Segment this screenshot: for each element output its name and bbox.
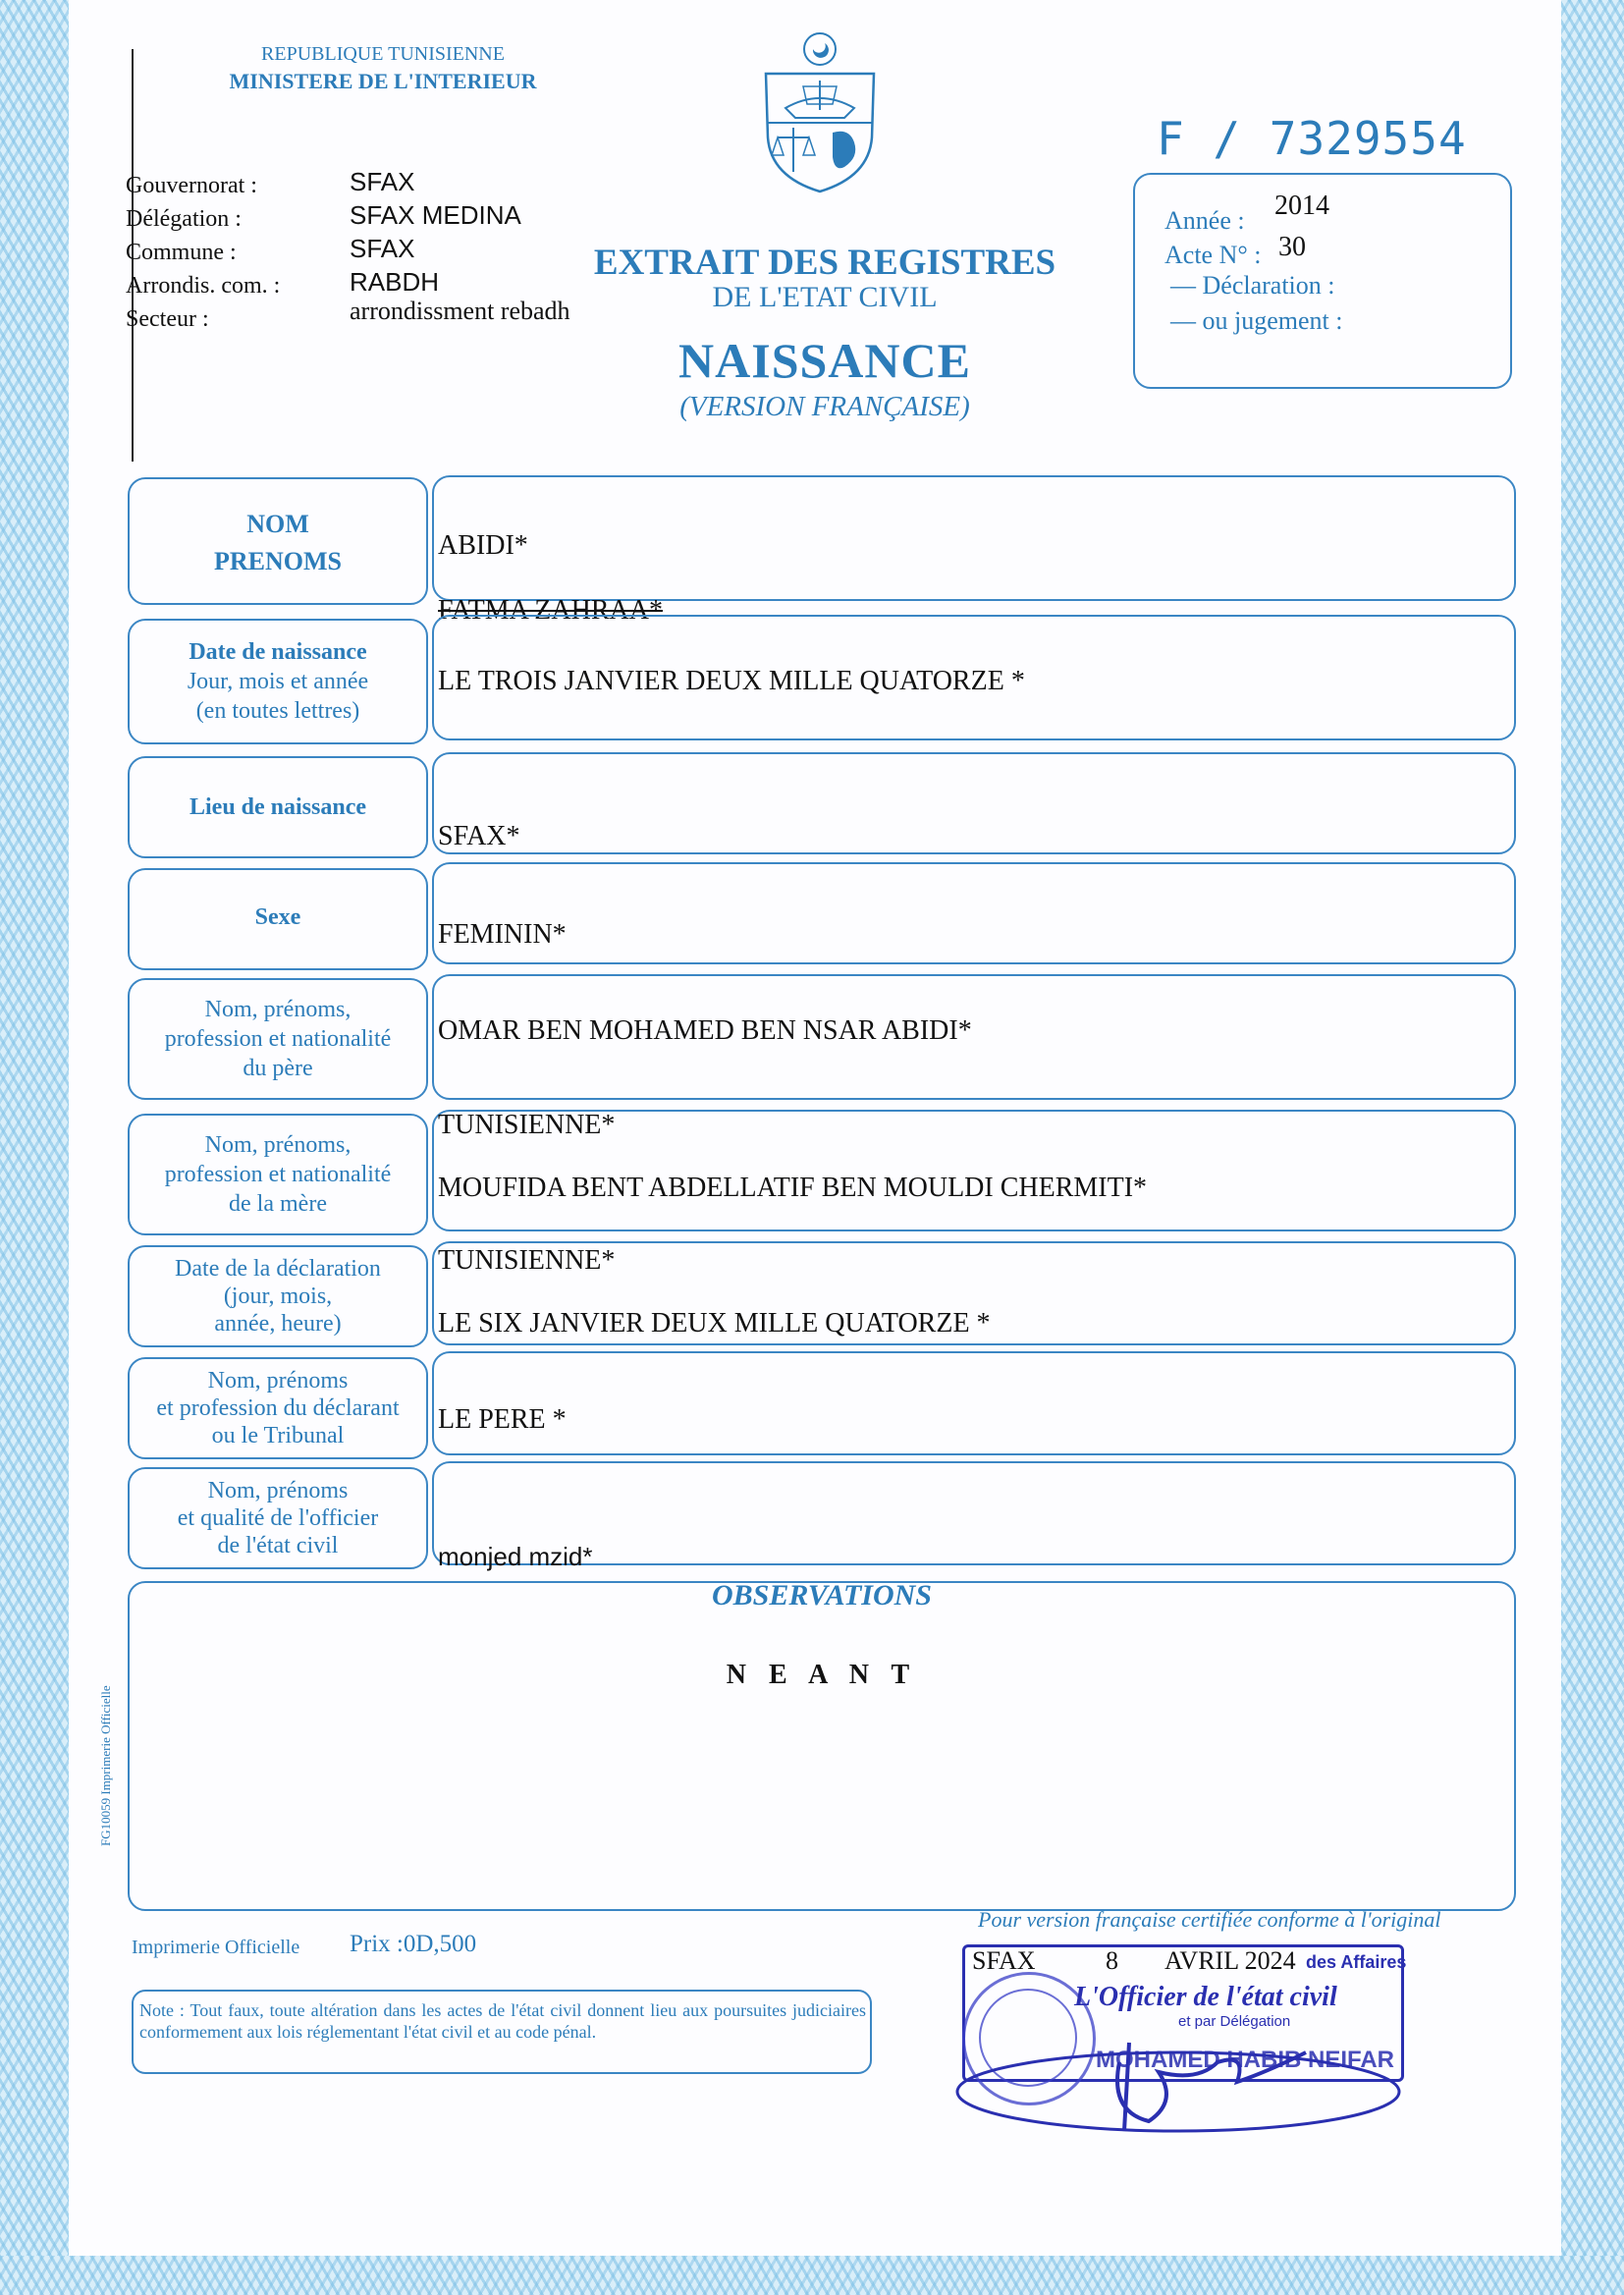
location-values <box>350 165 570 328</box>
observations-value: N E A N T <box>726 1660 918 1690</box>
pere-label-cell <box>128 992 428 1086</box>
side-print: FG10059 Imprimerie Officielle <box>98 1685 113 1846</box>
arrondissement-label: Arrondis. com. : <box>126 273 281 299</box>
place-value: SFAX <box>972 1946 1036 1975</box>
mere-nationalite: TUNISIENNE* <box>438 1245 616 1276</box>
republic-label: REPUBLIQUE TUNISIENNE <box>261 43 505 65</box>
title-naissance: NAISSANCE <box>678 333 971 388</box>
declaration-date-label-3: année, heure) <box>214 1311 342 1337</box>
prenoms-value: FATMA ZAHRAA* <box>438 595 663 626</box>
officier-label-2: et qualité de l'officier <box>177 1505 379 1531</box>
lieu-value-box <box>432 752 1516 854</box>
acte-number-value: 30 <box>1278 232 1306 262</box>
prix-label: Prix :0D,500 <box>350 1931 477 1957</box>
signature-icon <box>952 1984 1434 2151</box>
guilloche-border-bottom <box>0 2256 1624 2295</box>
location-labels <box>126 169 280 336</box>
declarant-label-cell <box>128 1365 428 1451</box>
coat-of-arms-icon <box>756 29 884 196</box>
day-value: 8 <box>1106 1946 1118 1975</box>
sexe-label-cell <box>128 898 428 937</box>
mere-label-line-3: de la mère <box>229 1191 327 1217</box>
sexe-value: FEMININ* <box>438 919 567 950</box>
arrondissement-value: RABDH <box>350 267 440 297</box>
declaration-label-cell <box>128 1253 428 1339</box>
note-text: Note : Tout faux, toute altération dans les actes de l'état civil donnent lieu aux poursuites judiciaires conformement aux lois réglementant l'état civil et au code pénal. <box>139 2000 866 2042</box>
jugement-label: — ou jugement : <box>1170 306 1343 335</box>
delegation-value: SFAX MEDINA <box>350 200 521 230</box>
mere-label-line-1: Nom, prénoms, <box>204 1132 352 1158</box>
observations-box <box>128 1581 1516 1911</box>
lieu-label: Lieu de naissance <box>189 794 367 820</box>
pere-label-line-2: profession et nationalité <box>164 1026 392 1052</box>
annee-label: Année : <box>1164 206 1245 235</box>
nom-label: NOM <box>246 510 309 538</box>
annee-value: 2014 <box>1274 191 1329 221</box>
certification-text: Pour version française certifiée conforme à l'original <box>978 1907 1441 1932</box>
commune-label: Commune : <box>126 240 237 265</box>
lieu-value: SFAX* <box>438 821 520 851</box>
mere-value: MOUFIDA BENT ABDELLATIF BEN MOULDI CHERMITI* <box>438 1173 1148 1203</box>
title-etat-civil: DE L'ETAT CIVIL <box>712 281 938 313</box>
declaration-label: — Déclaration : <box>1170 271 1335 300</box>
prenoms-label: PRENOMS <box>214 547 342 575</box>
officier-label-1: Nom, prénoms <box>207 1478 349 1503</box>
secteur-value: arrondissment rebadh <box>350 297 570 325</box>
officier-value: monjed mzid* <box>438 1542 593 1571</box>
date-naissance-label-cell <box>128 636 428 727</box>
declaration-date-label-2: (jour, mois, <box>223 1284 333 1309</box>
declarant-value: LE PERE * <box>438 1404 567 1435</box>
nom-label-cell <box>128 499 428 587</box>
sexe-label: Sexe <box>254 904 301 930</box>
secteur-label: Secteur : <box>126 306 209 332</box>
stamp-name: MOHAMED HABIB NEIFAR <box>1096 2047 1394 2073</box>
nom-value-box <box>432 475 1516 601</box>
acte-number-label: Acte N° : <box>1164 241 1262 269</box>
date-naissance-value: LE TROIS JANVIER DEUX MILLE QUATORZE * <box>438 666 1025 696</box>
pere-label-line-1: Nom, prénoms, <box>204 997 352 1022</box>
declarant-label-2: et profession du déclarant <box>156 1395 400 1421</box>
gouvernorat-label: Gouvernorat : <box>126 173 257 198</box>
pere-label-line-3: du père <box>243 1056 313 1081</box>
ministry-label: MINISTERE DE L'INTERIEUR <box>229 69 537 93</box>
officier-label-cell <box>128 1475 428 1561</box>
officier-label-3: de l'état civil <box>217 1533 339 1558</box>
pere-nationalite: TUNISIENNE* <box>438 1110 616 1140</box>
date-naissance-sublabel: Jour, mois et année <box>187 669 369 694</box>
stamp-line-1: des Affaires <box>1306 1952 1407 1972</box>
delegation-label: Délégation : <box>126 206 242 232</box>
imprimerie-label: Imprimerie Officielle <box>132 1937 300 1958</box>
date-value: AVRIL 2024 <box>1164 1946 1296 1975</box>
declarant-label-3: ou le Tribunal <box>211 1423 345 1448</box>
commune-value: SFAX <box>350 234 415 263</box>
serial-number: F / 7329554 <box>1157 112 1467 165</box>
date-naissance-label: Date de naissance <box>189 639 367 665</box>
pere-value: OMAR BEN MOHAMED BEN NSAR ABIDI* <box>438 1015 972 1046</box>
stamp-officer-title: L'Officier de l'état civil <box>1074 1982 1337 2012</box>
nom-value: ABIDI* <box>438 530 528 561</box>
declarant-label-1: Nom, prénoms <box>207 1368 349 1393</box>
declaration-date-label-1: Date de la déclaration <box>175 1256 381 1282</box>
mere-label-cell <box>128 1127 428 1222</box>
title-extrait: EXTRAIT DES REGISTRES <box>593 243 1056 283</box>
title-version: (VERSION FRANÇAISE) <box>679 391 970 422</box>
mere-label-line-2: profession et nationalité <box>164 1162 392 1187</box>
date-naissance-sublabel-2: (en toutes lettres) <box>195 698 360 724</box>
sexe-value-box <box>432 862 1516 964</box>
observations-title: OBSERVATIONS <box>712 1579 932 1612</box>
declaration-value: LE SIX JANVIER DEUX MILLE QUATORZE * <box>438 1308 991 1339</box>
officier-value-box <box>432 1461 1516 1565</box>
lieu-label-cell <box>128 788 428 827</box>
stamp-delegation: et par Délégation <box>1178 2013 1291 2030</box>
declarant-value-box <box>432 1351 1516 1455</box>
gouvernorat-value: SFAX <box>350 167 415 196</box>
